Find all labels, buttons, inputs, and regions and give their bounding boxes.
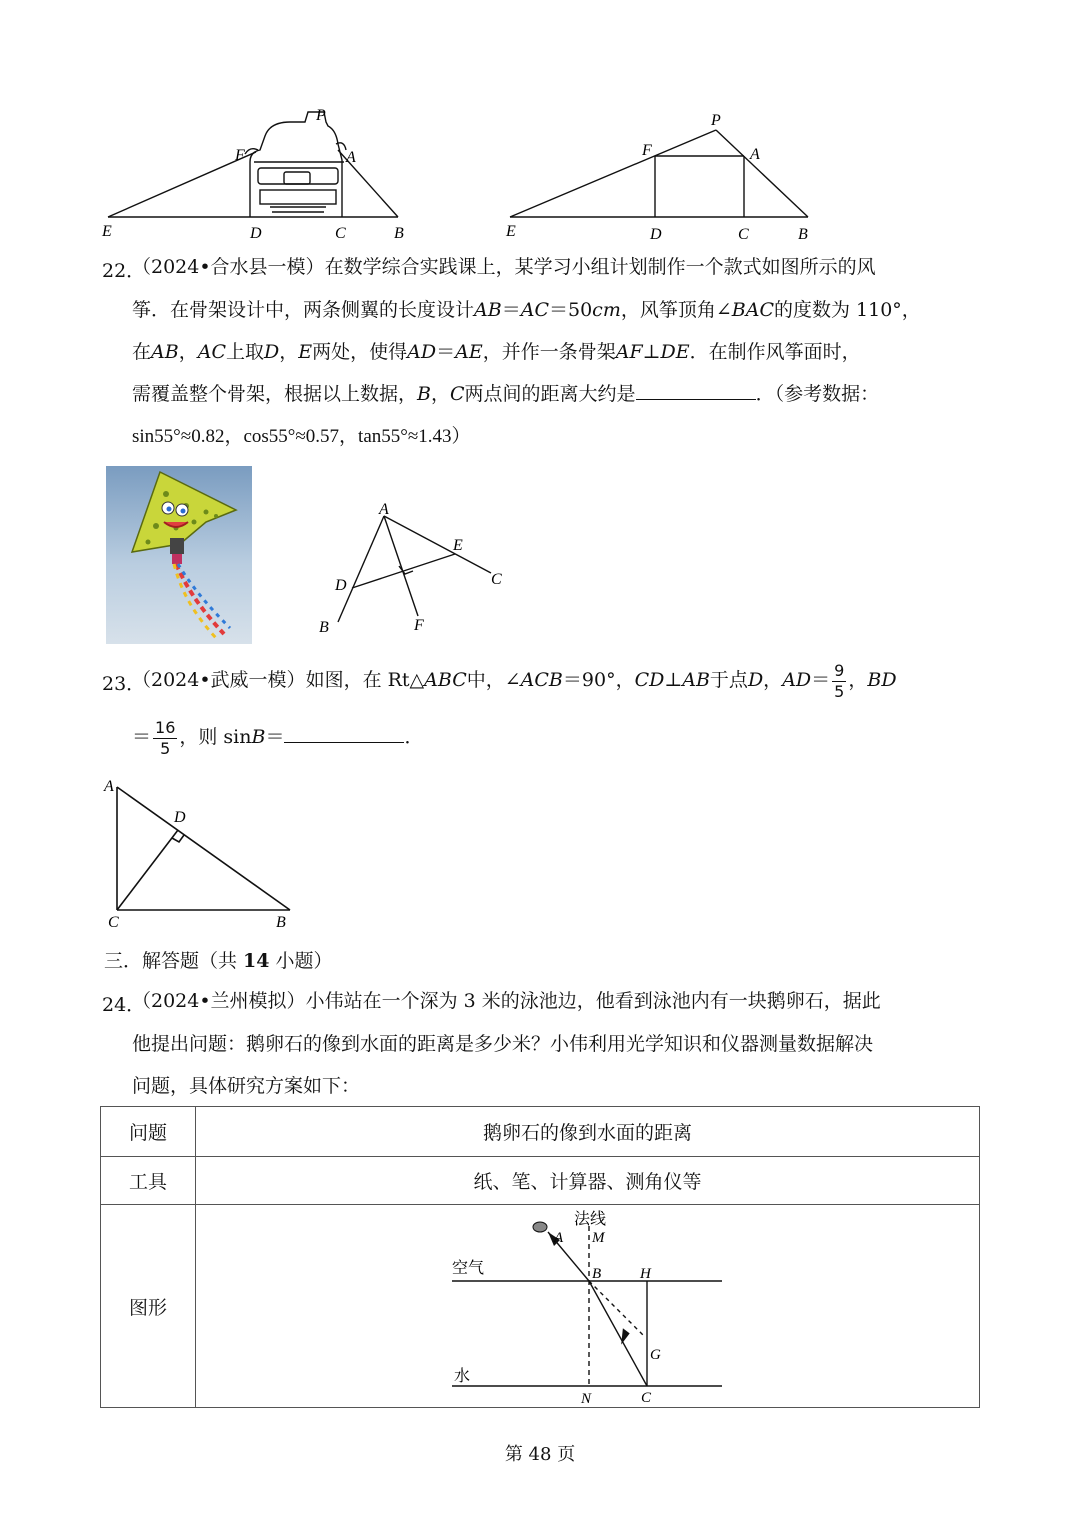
q24-number: 24．	[102, 994, 146, 1016]
q22-number: 22．	[102, 260, 146, 282]
table-label: 问题	[101, 1107, 196, 1157]
fig21-right-label-A: A	[750, 146, 760, 163]
fig21-right-label-B: B	[798, 226, 808, 243]
q24-line2: 他提出问题：鹅卵石的像到水面的距离是多少米？小伟利用光学知识和仪器测量数据解决	[132, 1033, 874, 1055]
fig21-left-label-F: F	[235, 147, 245, 164]
figure-q24-refraction	[440, 1206, 740, 1406]
page-number: 48	[528, 1444, 552, 1465]
q24-fig-label-M: M	[592, 1230, 605, 1246]
q22-line3: 在AB，AC上取D，E两处，使得AD＝AE，并作一条骨架AF⊥DE．在制作风筝面时，	[132, 341, 861, 363]
figure-q21-schematic	[500, 105, 820, 245]
section-title: 三．解答题（共 14 小题）	[104, 950, 333, 972]
q22-fig-label-E: E	[453, 537, 463, 554]
q23-answer-blank[interactable]	[284, 724, 404, 743]
page-footer: 第 48 页	[504, 1444, 576, 1465]
fig21-right-label-D: D	[650, 226, 662, 243]
fig21-right-label-C: C	[738, 226, 749, 243]
q22-line1	[132, 246, 982, 289]
fig21-left-label-B: B	[394, 225, 404, 242]
q24-fig-label-B: B	[592, 1266, 602, 1282]
fraction-bd: $\frac{16}{5}$	[155, 717, 176, 758]
fig21-left-label-E: E	[102, 223, 112, 240]
q22-answer-blank[interactable]	[636, 381, 756, 400]
fig21-right-label-E: E	[506, 223, 516, 240]
fig21-left-label-A: A	[346, 149, 356, 166]
fraction-ad: $\frac{9}{5}$	[834, 660, 845, 701]
q22-line4: 需覆盖整个骨架，根据以上数据，B，C两点间的距离大约是 ．（参考数据：	[132, 383, 880, 405]
q24-fig-label-G: G	[650, 1347, 661, 1363]
q23-number: 23．	[102, 673, 146, 695]
fig21-right-label-P: P	[711, 112, 721, 129]
label-air: 空气	[452, 1260, 485, 1277]
q22-fig-label-D: D	[335, 577, 347, 594]
label-normal-line: 法线	[574, 1211, 607, 1228]
q23-fig-label-A: A	[104, 778, 114, 795]
figure-q23-triangle	[100, 775, 300, 930]
q22-text1: 在数学综合实践课上，某学习小组计划制作一个款式如图所示的风	[324, 256, 876, 278]
q22-fig-label-C: C	[491, 571, 502, 588]
table-value: 纸、笔、计算器、测角仪等	[196, 1157, 980, 1205]
q22-fig-label-F: F	[414, 617, 424, 634]
eye-icon	[533, 1222, 547, 1232]
q22-source: （2024•合水县一模）	[132, 256, 325, 278]
q22-line2: 筝．在骨架设计中，两条侧翼的长度设计AB＝AC＝50cm，风筝顶角∠BAC的度数为 110°，	[132, 299, 921, 321]
kite-photo	[106, 466, 252, 644]
table-label: 图形	[101, 1205, 196, 1408]
q23-fig-label-C: C	[108, 914, 119, 930]
q23-fig-label-B: B	[276, 914, 286, 930]
q24-source: （2024•兰州模拟）	[132, 990, 306, 1012]
q24-fig-label-N: N	[581, 1391, 592, 1406]
fig21-left-label-P: P	[316, 107, 326, 124]
table-label: 工具	[101, 1157, 196, 1205]
q23-line1: （2024•武威一模）如图，在 Rt△ABC中，∠ACB＝90°，CD⊥AB于点D，AD＝ $\frac{9}{5}$ ，BD	[132, 660, 897, 701]
arrow-head-lower	[619, 1327, 631, 1344]
q24-fig-label-A: A	[554, 1230, 564, 1246]
table-value: 鹅卵石的像到水面的距离	[196, 1107, 980, 1157]
q22-fig-label-A: A	[379, 501, 389, 518]
q24-fig-label-C: C	[641, 1390, 652, 1406]
fig21-left-label-D: D	[250, 225, 262, 242]
kite-illustration	[106, 466, 252, 644]
q23-fig-label-D: D	[174, 809, 186, 826]
q22-line5: sin55°≈0.82，cos55°≈0.57，tan55°≈1.43）	[132, 426, 471, 447]
q23-line2: ＝ $\frac{16}{5}$ ，则 sinB＝ ．	[132, 717, 424, 758]
figure-q22-kite	[305, 500, 515, 640]
figure-q21-car	[100, 100, 420, 245]
table-row	[101, 1157, 980, 1205]
fig21-left-label-C: C	[335, 225, 346, 242]
table-row	[101, 1107, 980, 1157]
q24-line3: 问题，具体研究方案如下：	[132, 1075, 361, 1097]
q24-fig-label-H: H	[640, 1266, 651, 1282]
label-water: 水	[454, 1368, 471, 1385]
fig21-right-label-F: F	[642, 142, 652, 159]
q22-fig-label-B: B	[319, 619, 329, 636]
q23-source: （2024•武威一模）	[132, 669, 306, 691]
q24-line1: （2024•兰州模拟）小伟站在一个深为 3 米的泳池边，他看到泳池内有一块鹅卵石，据此	[132, 990, 881, 1012]
